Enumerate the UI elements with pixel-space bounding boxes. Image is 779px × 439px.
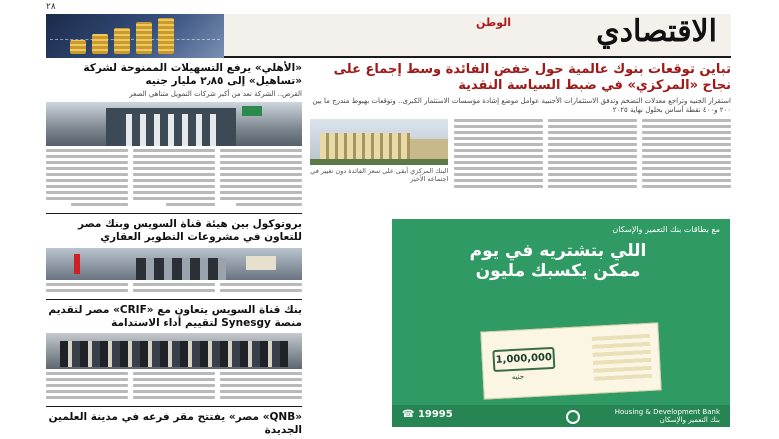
ad-cheque-pattern xyxy=(592,334,652,381)
signing-ceremony-photo xyxy=(46,248,302,280)
story-headline: «الأهلي» يرفع التسهيلات الممنوحة لشركة «تساهيل» إلى ٢٫٨٥ مليار جنيه xyxy=(83,62,302,88)
story-suez-protocol xyxy=(46,218,302,294)
main-story xyxy=(310,62,731,191)
bank-building-photo xyxy=(46,102,302,146)
masthead-subtitle: الوطن xyxy=(475,16,511,29)
right-column xyxy=(310,62,731,432)
bank-logo-icon xyxy=(566,410,580,424)
ad-amount: 1,000,000 xyxy=(492,347,555,372)
story-headline: بروتوكول بين هيئة قناة السويس وبنك مصر للتعاون في مشروعات التطوير العقاري xyxy=(78,218,302,244)
central-bank-photo xyxy=(310,119,448,165)
ad-bank-name-ar: بنك التعمير والإسكان xyxy=(659,416,720,425)
masthead-image xyxy=(46,14,224,58)
group-photo xyxy=(46,333,302,369)
story-body xyxy=(46,149,302,209)
ad-footer xyxy=(392,405,730,427)
ad-phone: ☎ 19995 xyxy=(402,409,453,420)
main-photo-caption: البنك المركزي أبقى على سعر الفائدة دون تغيير في اجتماعه الأخير xyxy=(310,166,449,183)
ad-slogan: اللي بتشتريه في يوم ممكن يكسبك مليون xyxy=(469,241,647,282)
story-suez-crif xyxy=(46,304,302,402)
story-body xyxy=(46,283,302,295)
main-body-left xyxy=(310,119,448,191)
story-body xyxy=(46,372,302,402)
main-body-text xyxy=(454,119,731,191)
masthead-title: الاقتصادي xyxy=(596,14,717,49)
story-ahly xyxy=(46,62,302,209)
ad-bank-name-en: Housing & Development Bank xyxy=(614,408,720,416)
masthead xyxy=(46,14,731,58)
ad-bank-name xyxy=(615,408,720,425)
ad-top-text: مع بطاقات بنك التعمير والإسكان xyxy=(612,225,720,234)
ad-amount-unit: جنيه xyxy=(511,372,525,382)
page-number: ٢٨ xyxy=(46,2,56,12)
main-deck: استقرار الجنيه وتراجع معدلات التضخم وتدفق الاستثمارات الأجنبية عوامل موضع إشادة مؤسسات الاستثمار الكبرى.. وتوقعات بهبوط متدرج ما بين ٢٠٠ و٤٠٠ نقطة أساس بحلول نهاية ٢٠٢٥ xyxy=(312,96,731,114)
story-headline: «QNB» مصر» يفتتح مقر فرعه في مدينة العلمين الجديدة xyxy=(48,410,302,436)
story-deck: القرض.. الشركة تعد من أكبر شركات التمويل متناهي الصغر xyxy=(129,90,302,99)
left-column xyxy=(46,62,302,436)
story-headline: بنك قناة السويس يتعاون مع «CRIF» مصر لتقديم منصة Synesgy لتقييم أداء الاستدامة xyxy=(48,303,302,329)
story-qnb xyxy=(46,411,302,439)
main-headline: تباين توقعات بنوك عالمية حول خفض الفائدة وسط إجماع على نجاح «المركزي» في ضبط السياسة النقدية xyxy=(333,62,731,94)
bank-advertisement xyxy=(392,219,730,427)
ad-cheque xyxy=(480,322,661,399)
